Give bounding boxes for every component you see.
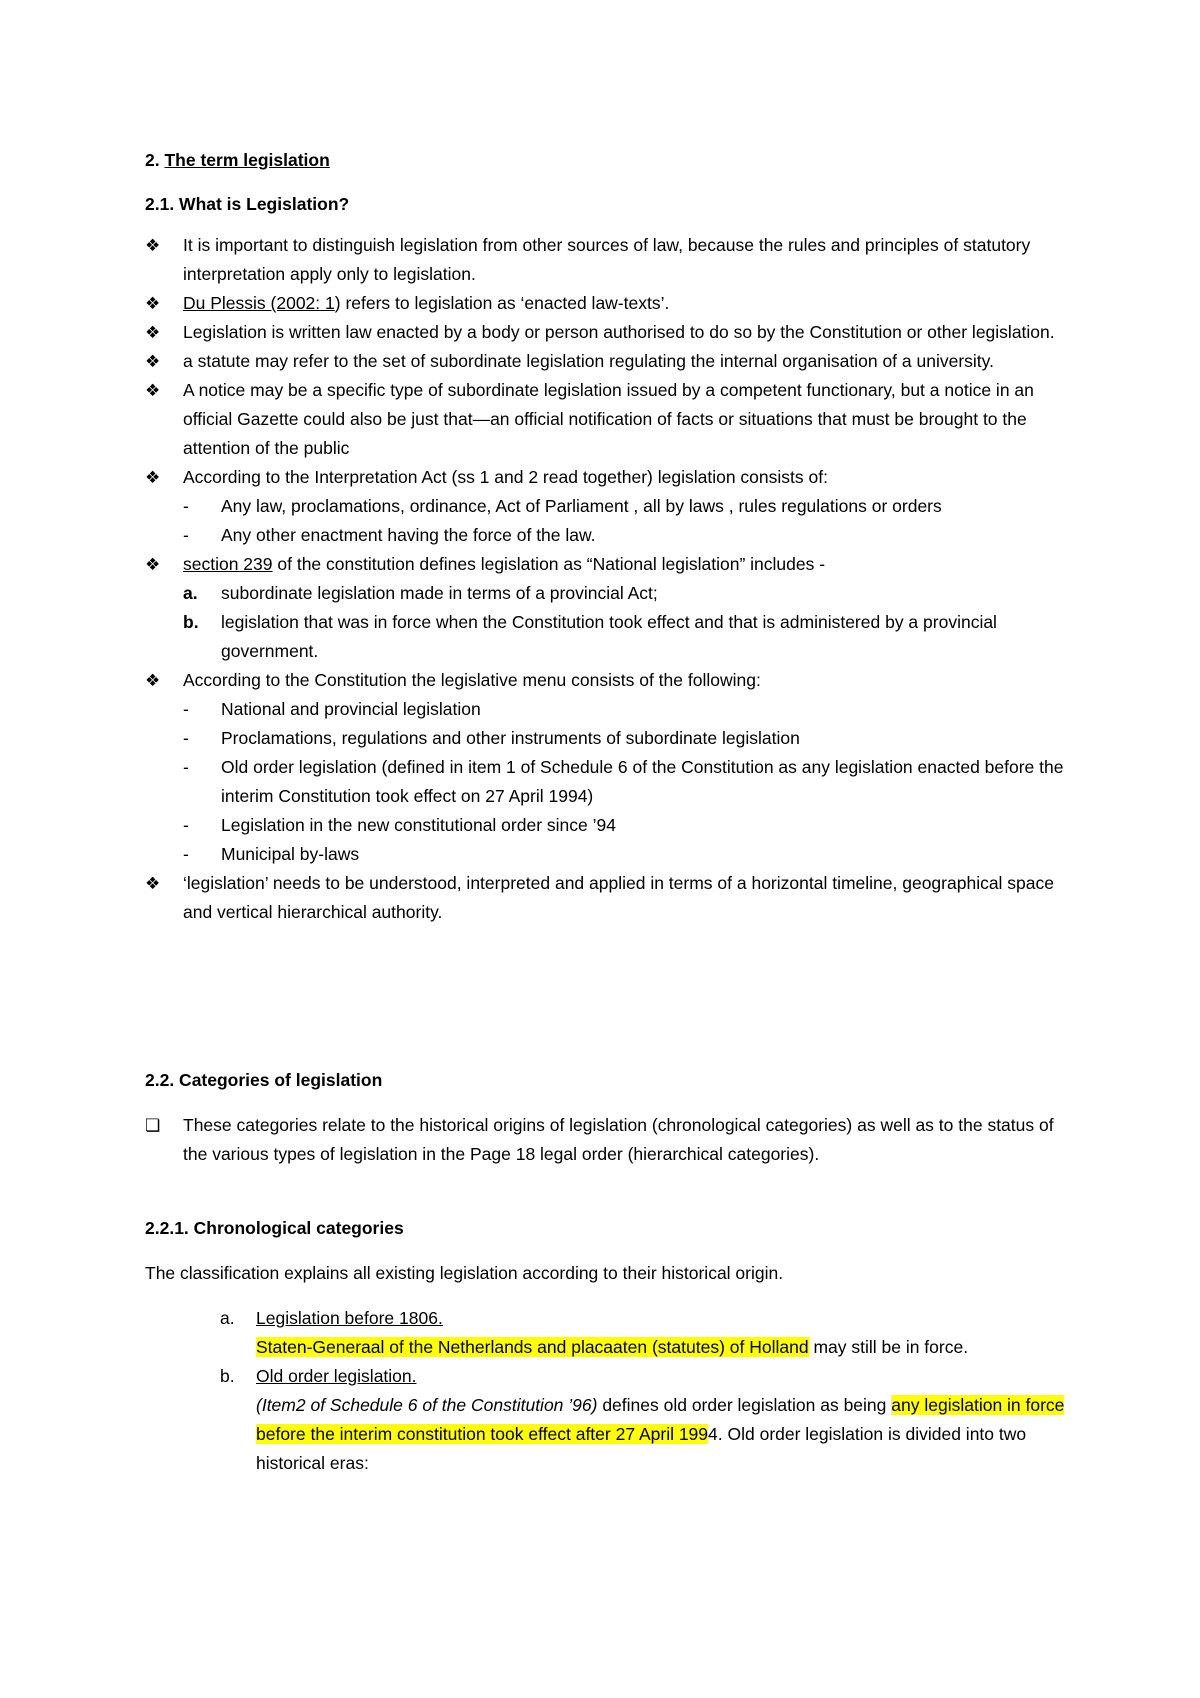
black-diamond-icon: ❖	[145, 236, 161, 255]
letter-marker: b.	[220, 1366, 235, 1386]
bullet-text: According to the Constitution the legislative menu consists of the following:	[183, 670, 761, 690]
bullet-text: a statute may refer to the set of subordinate legislation regulating the internal organisation of a university.	[183, 351, 994, 371]
intro-paragraph: The classification explains all existing legislation according to their historical origin.	[145, 1263, 784, 1283]
dash-marker: -	[183, 757, 189, 777]
lettered-text: subordinate legislation made in terms of a provincial Act;	[221, 583, 658, 603]
bullet-text: A notice may be a specific type of subordinate legislation issued by a competent functionary, but a notice in an official Gazette could also be just that—an official notification of facts or situations that must be brought to the attention of the public	[183, 380, 1034, 458]
dash-text: Old order legislation (defined in item 1 of Schedule 6 of the Constitution as any legislation enacted before the interim Constitution took effect on 27 April 1994)	[221, 757, 1064, 806]
section-2-2-1	[145, 1214, 1065, 1288]
bullet-text: Legislation is written law enacted by a body or person authorised to do so by the Constitution or other legislation.	[183, 322, 1055, 342]
chronological-list	[220, 1304, 1080, 1478]
black-diamond-icon: ❖	[145, 874, 161, 893]
black-diamond-icon: ❖	[145, 294, 161, 313]
item-title: Legislation before 1806.	[256, 1308, 443, 1328]
list-item	[220, 1362, 1080, 1478]
bullet-item	[145, 1111, 1065, 1169]
bullet-text: ) refers to legislation as ‘enacted law-texts’.	[334, 293, 670, 313]
citation-link[interactable]: Du Plessis (2002: 1	[183, 293, 335, 313]
dash-item	[145, 521, 1065, 550]
black-diamond-icon: ❖	[145, 381, 161, 400]
letter-marker: b.	[183, 612, 199, 632]
dash-text: Municipal by-laws	[221, 844, 360, 864]
letter-marker: a.	[220, 1308, 235, 1328]
bullet-item	[145, 347, 1065, 376]
bullet-item	[145, 231, 1065, 289]
dash-text: Any other enactment having the force of the law.	[221, 525, 596, 545]
bullet-item	[145, 869, 1065, 927]
bullet-text: ‘legislation’ needs to be understood, interpreted and applied in terms of a horizontal timeline, geographical space and vertical hierarchical authority.	[183, 873, 1055, 922]
item-text: defines old order legislation as being	[597, 1395, 892, 1415]
dash-text: Proclamations, regulations and other instruments of subordinate legislation	[221, 728, 800, 748]
black-diamond-icon: ❖	[145, 352, 161, 371]
lettered-text: legislation that was in force when the Constitution took effect and that is administered by a provincial government.	[221, 612, 997, 661]
item-text: may still be in force.	[808, 1337, 969, 1357]
section-2-1	[145, 190, 1065, 927]
section-2-2	[145, 1066, 1065, 1169]
black-diamond-icon: ❖	[145, 468, 161, 487]
italic-reference: (Item2 of Schedule 6 of the Constitution ’96)	[256, 1395, 598, 1415]
lettered-item	[145, 579, 1065, 608]
item-text: 4. Old order legislation is divided into two historical eras:	[256, 1424, 1027, 1473]
dash-item	[145, 492, 1065, 521]
subheading-2-1: 2.1. What is Legislation?	[145, 194, 350, 214]
heading-number: 2.	[145, 150, 165, 170]
bullet-item	[145, 550, 1065, 579]
list-item	[220, 1304, 1080, 1362]
dash-marker: -	[183, 699, 189, 719]
dash-text: Legislation in the new constitutional order since ’94	[221, 815, 616, 835]
bullet-item	[145, 463, 1065, 492]
main-heading	[145, 146, 1065, 175]
heading-text: The term legislation	[164, 150, 330, 170]
bullet-text: It is important to distinguish legislation from other sources of law, because the rules and principles of statutory interpretation apply only to legislation.	[183, 235, 1031, 284]
dash-text: National and provincial legislation	[221, 699, 481, 719]
bullet-item	[145, 289, 1065, 318]
dash-marker: -	[183, 844, 189, 864]
letter-marker: a.	[183, 583, 198, 603]
bullet-text: According to the Interpretation Act (ss 1 and 2 read together) legislation consists of:	[183, 467, 828, 487]
outline-diamond-icon: ❏	[145, 1116, 161, 1135]
item-title: Old order legislation.	[256, 1366, 417, 1386]
lettered-item	[145, 608, 1065, 666]
dash-item	[145, 724, 1065, 753]
dash-item	[145, 811, 1065, 840]
bullet-text: of the constitution defines legislation as “National legislation” includes -	[272, 554, 826, 574]
bullet-item	[145, 666, 1065, 695]
dash-marker: -	[183, 728, 189, 748]
black-diamond-icon: ❖	[145, 671, 161, 690]
dash-marker: -	[183, 525, 189, 545]
dash-text: Any law, proclamations, ordinance, Act of Parliament , all by laws , rules regulations or orders	[221, 496, 942, 516]
highlighted-text: any legislation in force before the interim constitution took effect after 27 April 199	[256, 1395, 1065, 1444]
dash-item	[145, 753, 1065, 811]
dash-item	[145, 695, 1065, 724]
dash-item	[145, 840, 1065, 869]
subheading-2-2-1: 2.2.1. Chronological categories	[145, 1218, 404, 1238]
section-heading	[145, 146, 1065, 175]
dash-marker: -	[183, 496, 189, 516]
bullet-item	[145, 318, 1065, 347]
bullet-text: These categories relate to the historical origins of legislation (chronological categories) as well as to the status of the various types of legislation in the Page 18 legal order (hierarchical categories).	[183, 1115, 1054, 1164]
highlighted-text: Staten-Generaal of the Netherlands and placaaten (statutes) of Holland	[256, 1337, 809, 1357]
bullet-item	[145, 376, 1065, 463]
black-diamond-icon: ❖	[145, 555, 161, 574]
subheading-2-2: 2.2. Categories of legislation	[145, 1070, 383, 1090]
dash-marker: -	[183, 815, 189, 835]
section-link[interactable]: section 239	[183, 554, 273, 574]
black-diamond-icon: ❖	[145, 323, 161, 342]
